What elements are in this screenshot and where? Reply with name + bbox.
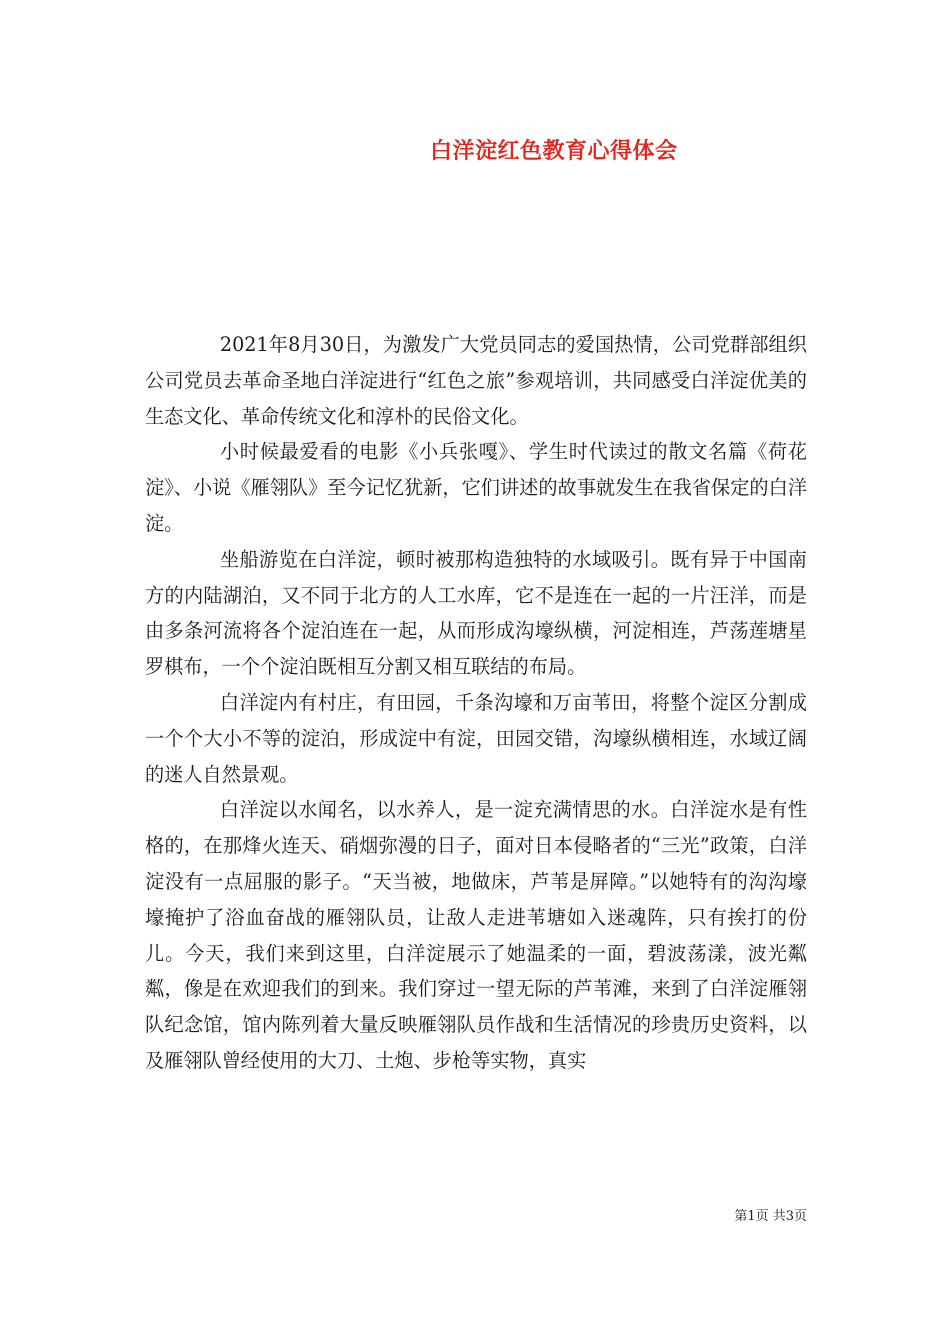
paragraph: 白洋淀以水闻名，以水养人，是一淀充满情思的水。白洋淀水是有性格的，在那烽火连天、硝烟弥漫的日子，面对日本侵略者的“三光”政策，白洋淀没有一点屈服的影子。“天当被，地做床，芦苇是屏障。”以她特有的沟沟壕壕掩护了浴血奋战的雁翎队员，让敌人走进苇塘如入迷魂阵，只有挨打的份儿。今天，我们来到这里，白洋淀展示了她温柔的一面，碧波荡漾，波光粼粼，像是在欢迎我们的到来。我们穿过一望无际的芦苇滩，来到了白洋淀雁翎队纪念馆，馆内陈列着大量反映雁翎队员作战和生活情况的珍贵历史资料，以及雁翎队曾经使用的大刀、土炮、步枪等实物，真实 (145, 798, 807, 1072)
page-number: 第1页 共3页 (734, 1209, 807, 1224)
paragraph: 白洋淀内有村庄，有田园，千条沟壕和万亩苇田，将整个淀区分割成一个个大小不等的淀泊，形成淀中有淀，田园交错，沟壕纵横相连，水域辽阔的迷人自然景观。 (145, 690, 807, 786)
document-title: 白洋淀红色教育心得体会 (430, 138, 678, 164)
paragraph: 2021年8月30日，为激发广大党员同志的爱国热情，公司党群部组织公司党员去革命圣地白洋淀进行“红色之旅”参观培训，共同感受白洋淀优美的生态文化、革命传统文化和淳朴的民俗文化。 (145, 333, 807, 428)
document-body (145, 327, 807, 1079)
paragraph: 坐船游览在白洋淀，顿时被那构造独特的水域吸引。既有异于中国南方的内陆湖泊，又不同于北方的人工水库，它不是连在一起的一片汪洋，而是由多条河流将各个淀泊连在一起，从而形成沟壕纵横，河淀相连，芦荡莲塘星罗棋布，一个个淀泊既相互分割又相互联结的布局。 (145, 547, 807, 679)
paragraph: 小时候最爱看的电影《小兵张嘎》、学生时代读过的散文名篇《荷花淀》、小说《雁翎队》至今记忆犹新，它们讲述的故事就发生在我省保定的白洋淀。 (145, 440, 807, 535)
